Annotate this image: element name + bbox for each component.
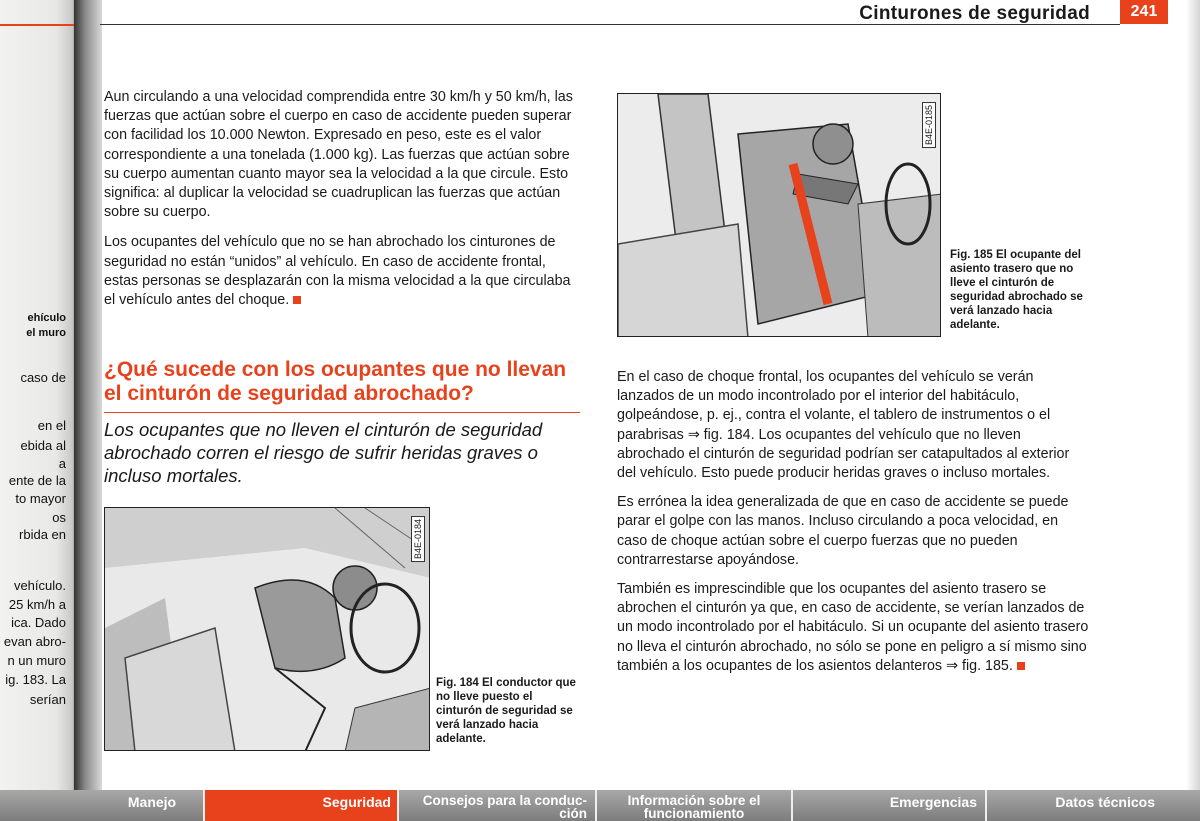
section-intro: Los ocupantes que no lleven el cinturón de seguridad abrochado corren el riesgo de sufrir heridas graves o incluso mortales.	[104, 419, 543, 486]
book-spine	[74, 0, 102, 821]
tab-label: Datos técnicos	[1055, 794, 1155, 810]
previous-page-rule	[0, 24, 80, 26]
figure-code: B4E-0185	[922, 102, 936, 148]
previous-page-text-line: ente de la	[8, 473, 66, 488]
previous-page-fragment	[0, 0, 80, 821]
figure-184-caption: Fig. 184 El conductor que no lleve puesto el cinturón de seguridad se verá lanzado hacia adelante.	[436, 677, 576, 745]
paragraph	[617, 580, 1091, 676]
tab-consejos-conduccion[interactable]	[399, 790, 595, 821]
previous-page-text-line: ehículo	[27, 312, 66, 324]
previous-page-text-line: ica. Dado	[11, 615, 66, 630]
running-title: Cinturones de seguridad	[859, 3, 1090, 24]
page-edge	[1186, 0, 1200, 790]
tab-seguridad[interactable]	[205, 790, 397, 821]
figure-code: B4E-0184	[411, 516, 425, 562]
tab-informacion-funcionamiento[interactable]	[597, 790, 791, 821]
paragraph: En el caso de choque frontal, los ocupantes del vehículo se verán lanzados de un modo incontrolado por el interior del habitáculo, golpeándose, p. ej., contra el volante, el tablero de instrumentos o el parabrisas ⇒ fig. 184. Los ocupantes del vehículo que no lleven abrochado el cinturón de seguridad podrían ser catapultados al exterior del vehículo. Esto puede producir heridas graves o incluso mortales.	[617, 369, 1070, 482]
paragraph: Aun circulando a una velocidad comprendida entre 30 km/h y 50 km/h, las fuerzas que actúan sobre el cuerpo en caso de accidente pueden superar con facilidad los 10.000 Newton. Expresado en peso, este es el valor correspondiente a una tonelada (1.000 kg). Las fuerzas que actúan sobre su cuerpo aumentan cuanto mayor sea la velocidad a la que circule. Esto significa: al duplicar la velocidad se cuadruplican las fuerzas que actúan sobre su cuerpo.	[104, 89, 573, 221]
previous-page-text-line: 25 km/h a	[8, 597, 66, 612]
previous-page-text-line: a	[58, 456, 66, 471]
paragraph: Es errónea la idea generalizada de que en caso de accidente se puede parar el golpe con las manos. Incluso circulando a poca velocidad, en caso de choque actúan sobre el cuerpo fuerzas que no pueden contrarrestarse apoyándose.	[617, 494, 1069, 568]
previous-page-text-line: rbida en	[19, 527, 66, 542]
figure-185-caption: Fig. 185 El ocupante del asiento trasero que no lleve el cinturón de seguridad abrochado se verá lanzado hacia adelante.	[950, 249, 1083, 331]
paragraph-text: También es imprescindible que los ocupantes del asiento trasero se abrochen el cinturón ya que, en caso de accidente, se verían lanzados de un modo incontrolado por el habitáculo. Si un ocupante del asiento trasero no lleva el cinturón abrochado, no sólo se pone en peligro a sí mismo sino también a los ocupantes de los asientos delanteros ⇒ fig. 185.	[617, 581, 1089, 674]
previous-page-text-line: ebida al	[20, 438, 66, 453]
driver-crash-illustration	[105, 508, 430, 751]
tab-label: Manejo	[127, 794, 177, 810]
previous-page-text-line: evan abro-	[3, 634, 66, 649]
tab-emergencias[interactable]	[793, 790, 985, 821]
page-number: 241	[1120, 0, 1168, 24]
previous-page-text-line: os	[52, 510, 66, 525]
paragraph	[104, 233, 584, 310]
tab-manejo[interactable]	[102, 790, 202, 821]
left-column	[104, 88, 584, 321]
previous-page-text-line: n un muro	[7, 653, 66, 668]
previous-page-text-line: caso de	[20, 370, 66, 385]
previous-page-text-line: vehículo.	[13, 578, 66, 593]
previous-page-text-line: serían	[29, 692, 66, 707]
right-column	[617, 368, 1091, 686]
previous-page-text-line: ig. 183. La	[5, 672, 66, 687]
section-end-marker	[1017, 662, 1025, 670]
figure-185-illustration	[617, 93, 941, 337]
tab-datos-tecnicos[interactable]	[987, 790, 1159, 821]
section-heading: ¿Qué sucede con los ocupantes que no llevan el cinturón de seguridad abrochado?	[104, 358, 580, 413]
tab-label: Consejos para la conduc- ción	[422, 793, 587, 821]
tab-label: Información sobre el funcionamiento	[627, 793, 761, 821]
section-end-marker	[293, 296, 301, 304]
previous-page-text-line: el muro	[26, 327, 66, 339]
tab-label: Emergencias	[889, 794, 977, 810]
previous-page-text-line: en el	[37, 418, 66, 433]
paragraph-text: Los ocupantes del vehículo que no se han abrochado los cinturones de seguridad no están “unidos” al vehículo. En caso de accidente frontal, estas personas se desplazarán con la misma velocidad a la que circulaba el vehículo antes del choque.	[104, 234, 571, 309]
rear-passenger-crash-illustration	[618, 94, 941, 337]
figure-184-illustration	[104, 507, 430, 751]
tab-label: Seguridad	[322, 794, 391, 810]
previous-page-text-line: to mayor	[15, 491, 66, 506]
